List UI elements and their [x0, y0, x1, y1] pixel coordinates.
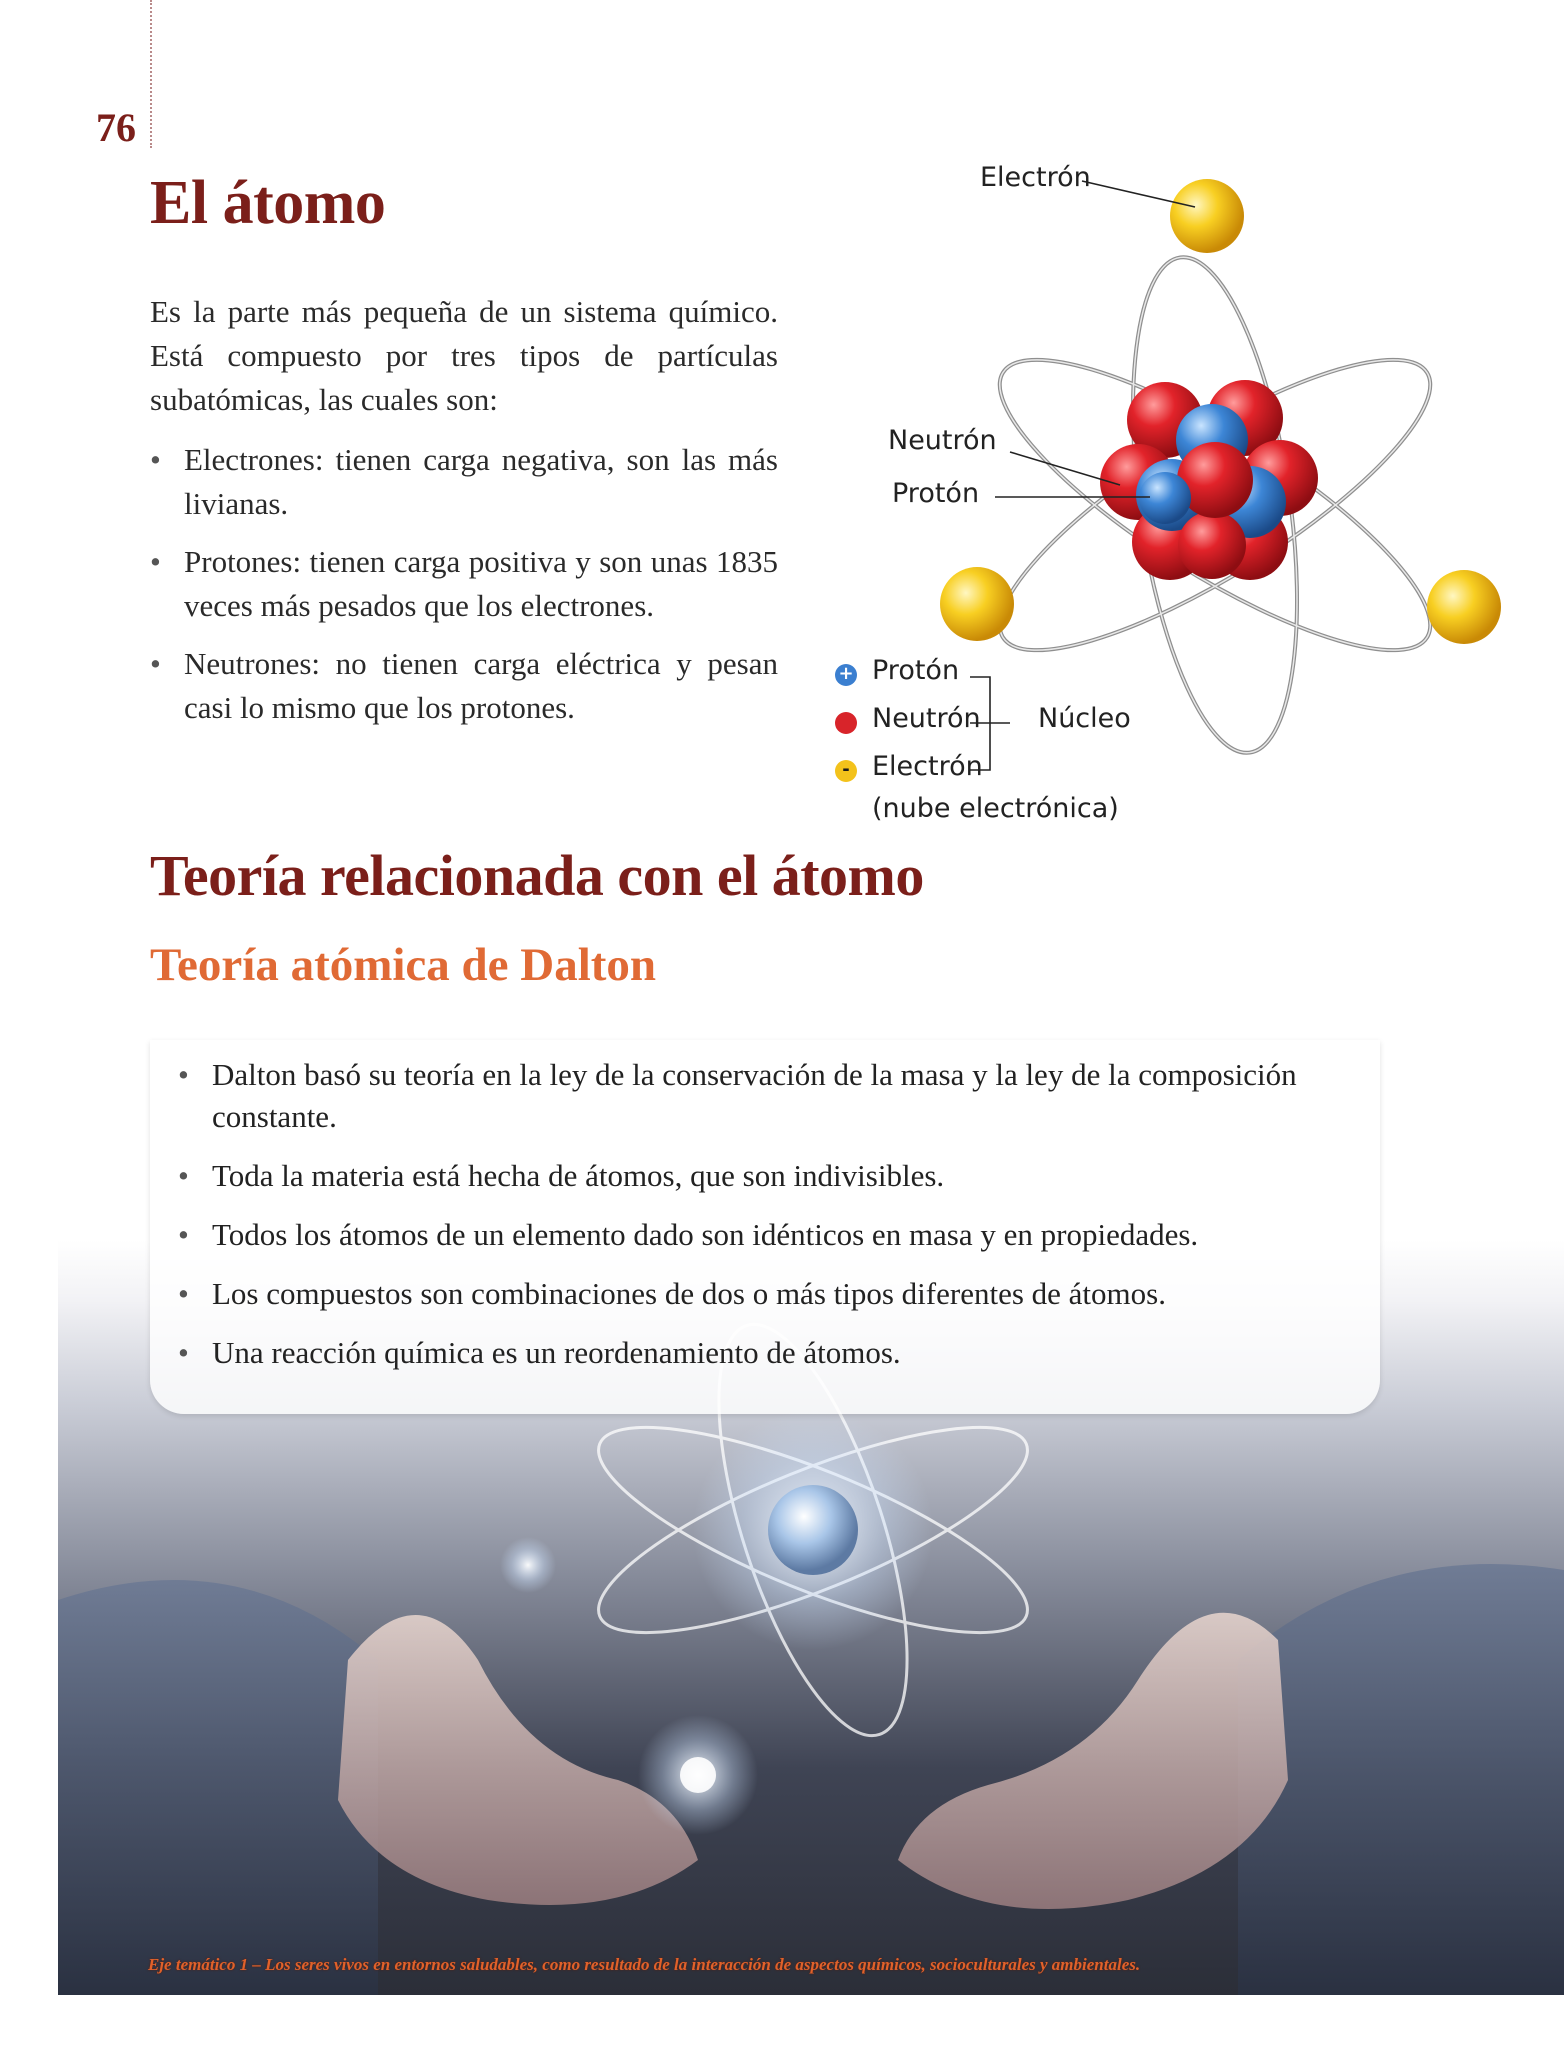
- particle-item-neutrons: • Neutrones: no tienen carga eléctrica y pesan casi lo mismo que los protones.: [150, 642, 778, 730]
- section-title: Teoría relacionada con el átomo: [150, 843, 924, 908]
- legend-neutron-label: Neutrón: [872, 703, 981, 734]
- footer-caption: Eje temático 1 – Los seres vivos en entornos saludables, como resultado de la interacción de aspectos químicos, socioculturales y ambientales.: [148, 1955, 1141, 1974]
- electron-right: [1427, 570, 1501, 644]
- legend-proton-label: Protón: [872, 655, 960, 686]
- dalton-item: • Los compuestos son combinaciones de dos o más tipos diferentes de átomos.: [178, 1273, 1358, 1315]
- page-number: 76: [96, 105, 136, 150]
- particle-item-electrons: • Electrones: tienen carga negativa, son las más livianas.: [150, 438, 778, 526]
- legend-electron-note: (nube electrónica): [872, 793, 1119, 824]
- atom-diagram: [820, 150, 1540, 830]
- label-proton: Protón: [892, 478, 980, 509]
- dalton-item: • Toda la materia está hecha de átomos, que son indivisibles.: [178, 1155, 1358, 1197]
- right-hand: [898, 1613, 1288, 1909]
- intro-paragraph: Es la parte más pequeña de un sistema químico. Está compuesto por tres tipos de partículas subatómicas, las cuales son:: [150, 294, 778, 417]
- legend-electron-label: Electrón: [872, 751, 983, 782]
- dalton-item: • Una reacción química es un reordenamiento de átomos.: [178, 1332, 1358, 1374]
- legend-neutron-icon: [835, 712, 857, 734]
- page-title: El átomo: [150, 169, 386, 237]
- dalton-item: • Todos los átomos de un elemento dado son idénticos en masa y en propiedades.: [178, 1214, 1358, 1256]
- label-electron: Electrón: [980, 162, 1091, 193]
- dalton-item: • Dalton basó su teoría en la ley de la conservación de la masa y la ley de la composición constante.: [178, 1054, 1358, 1138]
- dalton-list: [178, 1054, 1358, 1391]
- legend-nucleus-label: Núcleo: [1038, 703, 1131, 734]
- legend-proton-icon: +: [835, 664, 857, 686]
- particle-list: [150, 438, 778, 744]
- legend-electron-icon: -: [835, 760, 857, 782]
- electron-left: [940, 567, 1014, 641]
- margin-dotted-rule: [150, 0, 152, 148]
- label-neutron: Neutrón: [888, 425, 997, 456]
- electron-top: [1170, 179, 1244, 253]
- section-subtitle: Teoría atómica de Dalton: [150, 939, 657, 991]
- nucleus: [1100, 380, 1318, 580]
- particle-item-protons: • Protones: tienen carga positiva y son unas 1835 veces más pesados que los electrones.: [150, 540, 778, 628]
